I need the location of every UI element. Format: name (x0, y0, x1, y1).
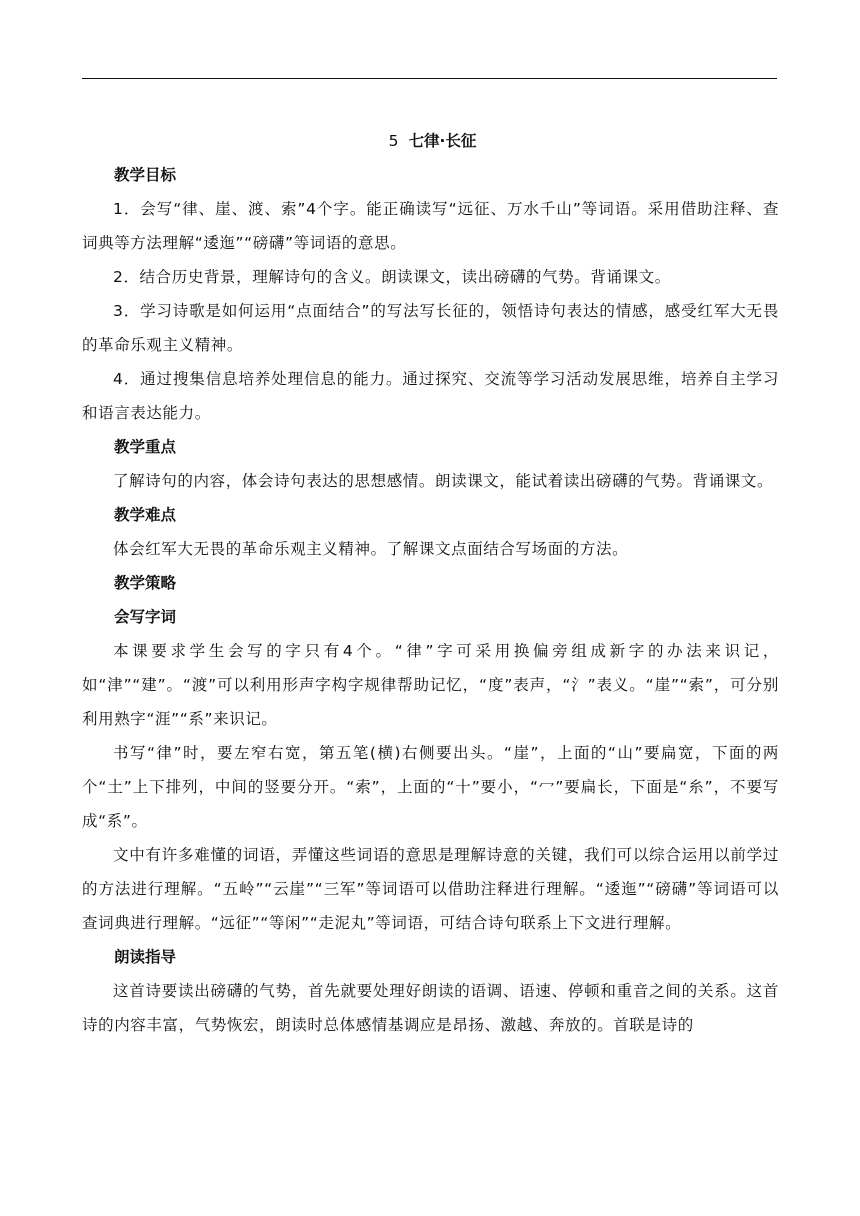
reading-heading: 朗读指导 (114, 948, 177, 966)
lesson-title-text: 七律·长征 (408, 132, 477, 150)
difficulties-heading: 教学难点 (114, 506, 177, 524)
goals-heading: 教学目标 (114, 166, 177, 184)
writing-paragraph: 本课要求学生会写的字只有4个。“律”字可采用换偏旁组成新字的办法来识记，如“津”“建”。“渡”可以利用形声字构字规律帮助记忆，“度”表声，“氵”表义。“崖”“索”，可分别利用熟字“涯”“系”来识记。 (82, 642, 779, 728)
strategy-heading: 教学策略 (114, 574, 177, 592)
writing-paragraph: 书写“律”时，要左窄右宽，第五笔(横)右侧要出头。“崖”，上面的“山”要扁宽，下面的两个“土”上下排列，中间的竖要分开。“索”，上面的“十”要小，“冖”要扁长，下面是“糸”，不要写成“系”。 (82, 744, 779, 830)
key-points-heading: 教学重点 (114, 438, 177, 456)
reading-text: 这首诗要读出磅礴的气势，首先就要处理好朗读的语调、语速、停顿和重音之间的关系。这首诗的内容丰富，气势恢宏，朗读时总体感情基调应是昂扬、激越、奔放的。首联是诗的 (82, 982, 779, 1034)
difficulties-text: 体会红军大无畏的革命乐观主义精神。了解课文点面结合写场面的方法。 (113, 540, 629, 558)
goal-item: 4．通过搜集信息培养处理信息的能力。通过探究、交流等学习活动发展思维，培养自主学习和语言表达能力。 (82, 370, 779, 422)
document-body (82, 124, 779, 1042)
lesson-number: 5 (388, 132, 399, 150)
goal-item: 1．会写“律、崖、渡、索”4个字。能正确读写“远征、万水千山”等词语。采用借助注释、查词典等方法理解“逶迤”“磅礴”等词语的意思。 (82, 200, 779, 252)
lesson-title (82, 124, 779, 158)
header-rule (82, 78, 777, 79)
writing-heading: 会写字词 (114, 608, 177, 626)
key-points-text: 了解诗句的内容，体会诗句表达的思想感情。朗读课文，能试着读出磅礴的气势。背诵课文。 (113, 472, 774, 490)
writing-paragraph: 文中有许多难懂的词语，弄懂这些词语的意思是理解诗意的关键，我们可以综合运用以前学过的方法进行理解。“五岭”“云崖”“三军”等词语可以借助注释进行理解。“逶迤”“磅礴”等词语可以查词典进行理解。“远征”“等闲”“走泥丸”等词语，可结合诗句联系上下文进行理解。 (82, 846, 779, 932)
goal-item: 2．结合历史背景，理解诗句的含义。朗读课文，读出磅礴的气势。背诵课文。 (113, 268, 671, 286)
goal-item: 3．学习诗歌是如何运用“点面结合”的写法写长征的，领悟诗句表达的情感，感受红军大无畏的革命乐观主义精神。 (82, 302, 779, 354)
